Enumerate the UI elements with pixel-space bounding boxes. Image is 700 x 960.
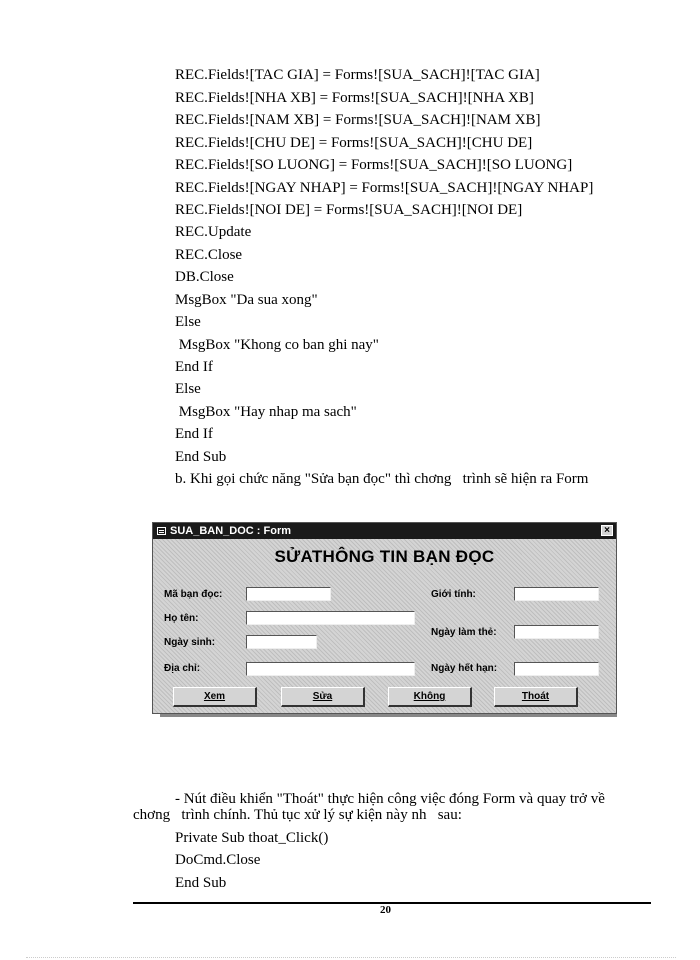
- code-line: REC.Fields![NGAY NHAP] = Forms![SUA_SACH]![NGAY NHAP]: [175, 180, 594, 196]
- ngay-het-han-input[interactable]: [514, 662, 599, 676]
- ho-ten-input[interactable]: [246, 611, 415, 625]
- label-ngay-het-han: Ngày hết hạn:: [431, 663, 498, 674]
- code-line: End Sub: [175, 875, 227, 891]
- label-ngay-lam-the: Ngày làm thẻ:: [431, 627, 497, 638]
- page-edge-divider: [26, 957, 676, 958]
- xem-button-label: Xem: [203, 691, 226, 702]
- code-line: End If: [175, 359, 213, 375]
- code-line: MsgBox "Da sua xong": [175, 292, 318, 308]
- khong-button[interactable]: [388, 687, 472, 707]
- label-ho-ten: Họ tên:: [164, 613, 199, 624]
- code-line: Private Sub thoat_Click(): [175, 830, 329, 846]
- page-number: 20: [380, 904, 391, 916]
- label-ngay-sinh: Ngày sinh:: [164, 637, 216, 648]
- ngay-lam-the-input[interactable]: [514, 625, 599, 639]
- footer-rule: [133, 902, 651, 904]
- section-text: b. Khi gọi chức năng "Sửa bạn đọc" thì chơng trình sẽ hiện ra Form: [175, 471, 589, 487]
- xem-button[interactable]: [173, 687, 257, 707]
- label-dia-chi: Địa chỉ:: [164, 663, 201, 674]
- form-window-title: SUA_BAN_DOC : Form: [170, 525, 292, 537]
- form-heading: SỬATHÔNG TIN BẠN ĐỌC: [274, 547, 495, 566]
- form-window-icon: [157, 527, 166, 535]
- code-line: End Sub: [175, 449, 227, 465]
- paragraph-line-1: - Nút điều khiển "Thoát" thực hiện công việc đóng Form và quay trở về: [175, 791, 605, 807]
- gioi-tinh-input[interactable]: [514, 587, 599, 601]
- sua-button[interactable]: [281, 687, 365, 707]
- code-line: REC.Fields![CHU DE] = Forms![SUA_SACH]![CHU DE]: [175, 135, 533, 151]
- code-line: REC.Fields![TAC GIA] = Forms![SUA_SACH]![TAC GIA]: [175, 67, 540, 83]
- code-line: DoCmd.Close: [175, 852, 261, 868]
- khong-button-label: Không: [413, 691, 446, 702]
- code-line: DB.Close: [175, 269, 234, 285]
- code-line: REC.Close: [175, 247, 243, 263]
- form-shadow: [160, 714, 617, 717]
- label-gioi-tinh: Giới tính:: [431, 589, 476, 600]
- close-icon[interactable]: ×: [601, 525, 613, 536]
- label-ma-ban-doc: Mã bạn đọc:: [164, 589, 223, 600]
- thoat-button-label: Thoát: [521, 691, 550, 702]
- code-line: REC.Fields![NHA XB] = Forms![SUA_SACH]![NHA XB]: [175, 90, 534, 106]
- sua-button-label: Sửa: [312, 691, 333, 702]
- code-line: Else: [175, 381, 201, 397]
- code-line: REC.Update: [175, 224, 252, 240]
- thoat-button[interactable]: [494, 687, 578, 707]
- code-line: MsgBox "Hay nhap ma sach": [175, 404, 357, 420]
- code-line: REC.Fields![NAM XB] = Forms![SUA_SACH]![NAM XB]: [175, 112, 541, 128]
- code-line: End If: [175, 426, 213, 442]
- ngay-sinh-input[interactable]: [246, 635, 317, 649]
- code-line: REC.Fields![NOI DE] = Forms![SUA_SACH]![NOI DE]: [175, 202, 523, 218]
- sua-ban-doc-form: [152, 522, 617, 714]
- form-titlebar: [153, 523, 616, 539]
- code-line: Else: [175, 314, 201, 330]
- code-line: REC.Fields![SO LUONG] = Forms![SUA_SACH]![SO LUONG]: [175, 157, 573, 173]
- paragraph-line-2: chơng trình chính. Thủ tục xử lý sự kiện này nh sau:: [133, 807, 462, 823]
- ma-ban-doc-input[interactable]: [246, 587, 331, 601]
- dia-chi-input[interactable]: [246, 662, 415, 676]
- code-line: MsgBox "Khong co ban ghi nay": [175, 337, 379, 353]
